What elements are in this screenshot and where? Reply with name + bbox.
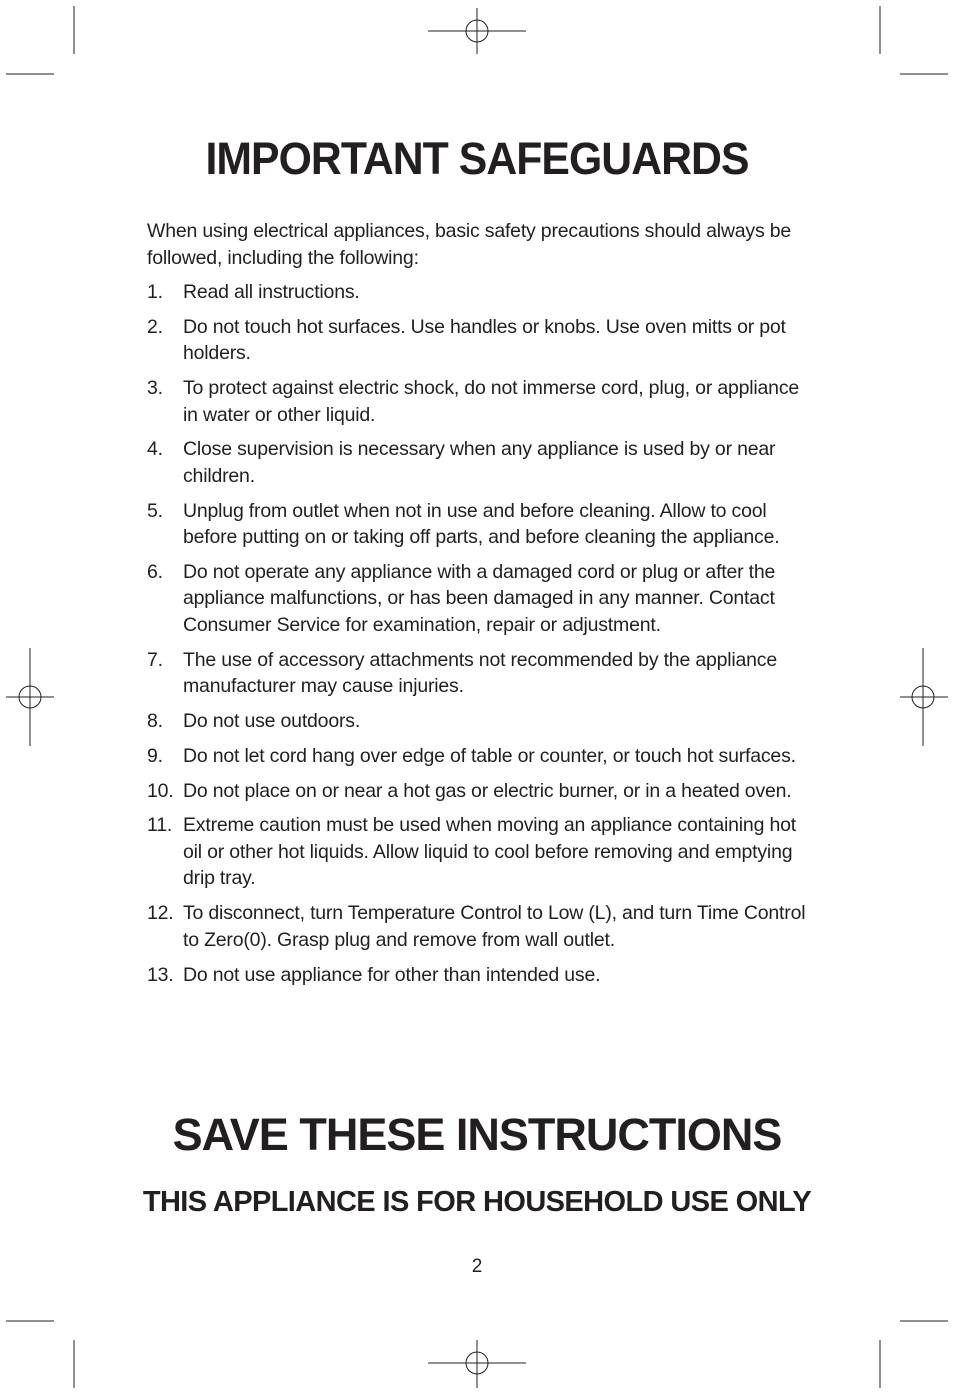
item-number: 11.	[147, 814, 173, 837]
list-item	[147, 279, 812, 306]
item-number: 3.	[147, 377, 163, 400]
list-item	[147, 314, 812, 367]
list-item	[147, 375, 812, 428]
intro-paragraph: When using electrical appliances, basic safety precautions should always be followed, including the following:	[147, 220, 792, 269]
item-number: 6.	[147, 560, 163, 583]
item-text: Do not use outdoors.	[183, 710, 361, 733]
list-item	[147, 900, 812, 953]
item-text: Do not let cord hang over edge of table or counter, or touch hot surfaces.	[183, 744, 796, 767]
item-text: Unplug from outlet when not in use and before cleaning. Allow to cool before putting on or taking off parts, and before cleaning the appliance.	[183, 499, 780, 549]
item-text: Do not operate any appliance with a damaged cord or plug or after the appliance malfunctions, or has been damaged in any manner. Contact Consumer Service for examination, repair or adjustment.	[183, 560, 776, 636]
item-text: Do not touch hot surfaces. Use handles or knobs. Use oven mitts or pot holders.	[183, 315, 786, 365]
item-text: Read all instructions.	[183, 281, 360, 303]
item-number: 13.	[147, 963, 174, 986]
item-text: The use of accessory attachments not recommended by the appliance manufacturer may cause injuries.	[183, 648, 778, 698]
list-item	[147, 708, 812, 735]
item-number: 5.	[147, 499, 163, 522]
item-text: To disconnect, turn Temperature Control to Low (L), and turn Time Control to Zero(0). Grasp plug and remove from wall outlet.	[183, 902, 806, 951]
item-number: 8.	[147, 710, 163, 733]
item-text: To protect against electric shock, do not immerse cord, plug, or appliance in water or other liquid.	[183, 377, 800, 426]
item-number: 7.	[147, 648, 163, 671]
safeguards-list	[147, 279, 812, 988]
item-number: 10.	[147, 779, 174, 802]
safeguards-body	[147, 218, 812, 996]
list-item	[147, 436, 812, 489]
item-number: 1.	[147, 281, 163, 303]
household-use-notice: THIS APPLIANCE IS FOR HOUSEHOLD USE ONLY	[142, 1186, 812, 1218]
page-number: 2	[471, 1256, 483, 1277]
list-item	[147, 647, 812, 700]
list-item	[147, 812, 812, 892]
list-item	[147, 498, 812, 551]
item-number: 12.	[147, 902, 174, 925]
page-title: IMPORTANT SAFEGUARDS	[205, 133, 749, 184]
save-instructions-heading: SAVE THESE INSTRUCTIONS	[172, 1109, 782, 1160]
item-number: 2.	[147, 315, 163, 338]
list-item	[147, 962, 812, 989]
item-text: Do not place on or near a hot gas or electric burner, or in a heated oven.	[183, 779, 792, 802]
item-text: Do not use appliance for other than intended use.	[183, 963, 601, 986]
item-number: 9.	[147, 744, 163, 767]
list-item	[147, 778, 812, 805]
item-text: Extreme caution must be used when moving an appliance containing hot oil or other hot liquids. Allow liquid to cool before removing and emptying drip tray.	[183, 814, 796, 890]
list-item	[147, 559, 812, 639]
item-number: 4.	[147, 438, 163, 461]
list-item	[147, 743, 812, 770]
item-text: Close supervision is necessary when any appliance is used by or near children.	[183, 438, 776, 487]
